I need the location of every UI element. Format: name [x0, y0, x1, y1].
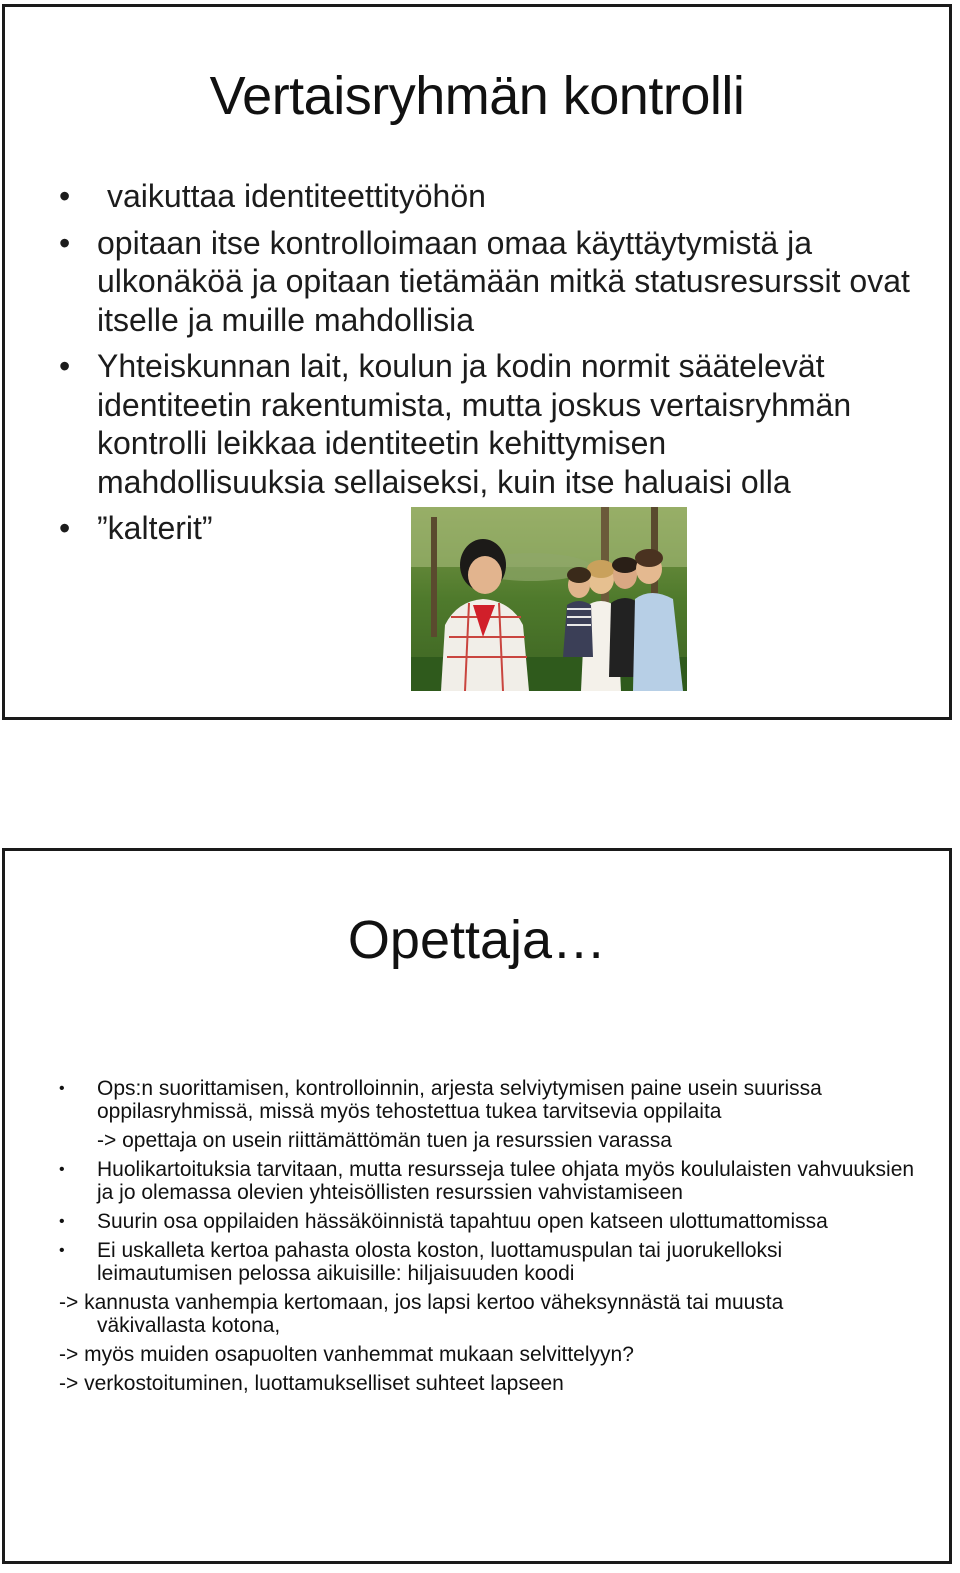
bullet-text: opitaan itse kontrolloimaan omaa käyttäytymistä ja ulkonäköä ja opitaan tietämään mitkä statusresurssit ovat itselle ja muille mahdollisia: [97, 224, 910, 338]
list-item: [59, 1372, 919, 1395]
list-item: [59, 1343, 919, 1366]
list-item: [59, 1210, 919, 1233]
bullet-list: [59, 177, 919, 556]
arrow-text: -> verkostoituminen, luottamukselliset suhteet lapseen: [59, 1372, 564, 1395]
arrow-text: -> opettaja on usein riittämättömän tuen ja resurssien varassa: [97, 1129, 672, 1152]
bullet-icon: •: [59, 178, 71, 214]
bullet-icon: •: [59, 1161, 65, 1178]
arrow-text-continuation: väkivallasta kotona,: [97, 1314, 281, 1337]
arrow-text: -> myös muiden osapuolten vanhemmat mukaan selvittelyyn?: [59, 1343, 634, 1366]
slide-title: Opettaja…: [347, 910, 607, 970]
bullet-text: Ei uskalleta kertoa pahasta olosta koston, luottamuspulan tai juorukelloksi leimautumisen pelossa aikuisille: hiljaisuuden koodi: [97, 1239, 783, 1285]
bullet-icon: •: [59, 348, 71, 384]
list-item: [59, 347, 919, 501]
slide-teacher: [2, 848, 952, 1564]
list-item: [59, 1129, 919, 1152]
bullet-icon: •: [59, 1080, 65, 1097]
bullet-icon: •: [59, 224, 71, 261]
children-group-photo-icon: [411, 507, 687, 691]
bullet-icon: •: [59, 1242, 65, 1259]
list-item: [59, 1158, 919, 1204]
slide-peer-group-control: [2, 4, 952, 720]
bullet-text: Suurin osa oppilaiden hässäköinnistä tapahtuu open katseen ulottumattomissa: [97, 1210, 828, 1233]
bullet-text: Ops:n suorittamisen, kontrolloinnin, arjesta selviytymisen paine usein suurissa oppilasryhmissä, missä myös tehostettua tukea tarvitsevia oppilaita: [97, 1077, 822, 1123]
bullet-text: vaikuttaa identiteettityöhön: [107, 178, 486, 214]
list-item: [59, 177, 919, 216]
arrow-text: -> kannusta vanhempia kertomaan, jos lapsi kertoo väheksynnästä tai muusta: [59, 1291, 784, 1314]
slide-title: Vertaisryhmän kontrolli: [209, 66, 745, 126]
bullet-icon: •: [59, 510, 71, 546]
bullet-text: ”kalterit”: [97, 510, 213, 546]
list-item: [59, 1291, 919, 1337]
list-item: [59, 1239, 919, 1285]
bullet-list: [59, 1077, 919, 1401]
list-item: [59, 1077, 919, 1123]
bullet-text: Yhteiskunnan lait, koulun ja kodin normit säätelevät identiteetin rakentumista, mutta joskus vertaisryhmän kontrolli leikkaa identiteetin kehittymisen mahdollisuuksia sellaiseksi, kuin itse haluaisi olla: [97, 348, 852, 500]
list-item: [59, 224, 919, 340]
bullet-icon: •: [59, 1213, 65, 1230]
bullet-text: Huolikartoituksia tarvitaan, mutta resursseja tulee ohjata myös koululaisten vahvuuksien ja jo olemassa olevien yhteisöllisten resurssien vahvistamiseen: [97, 1158, 915, 1204]
